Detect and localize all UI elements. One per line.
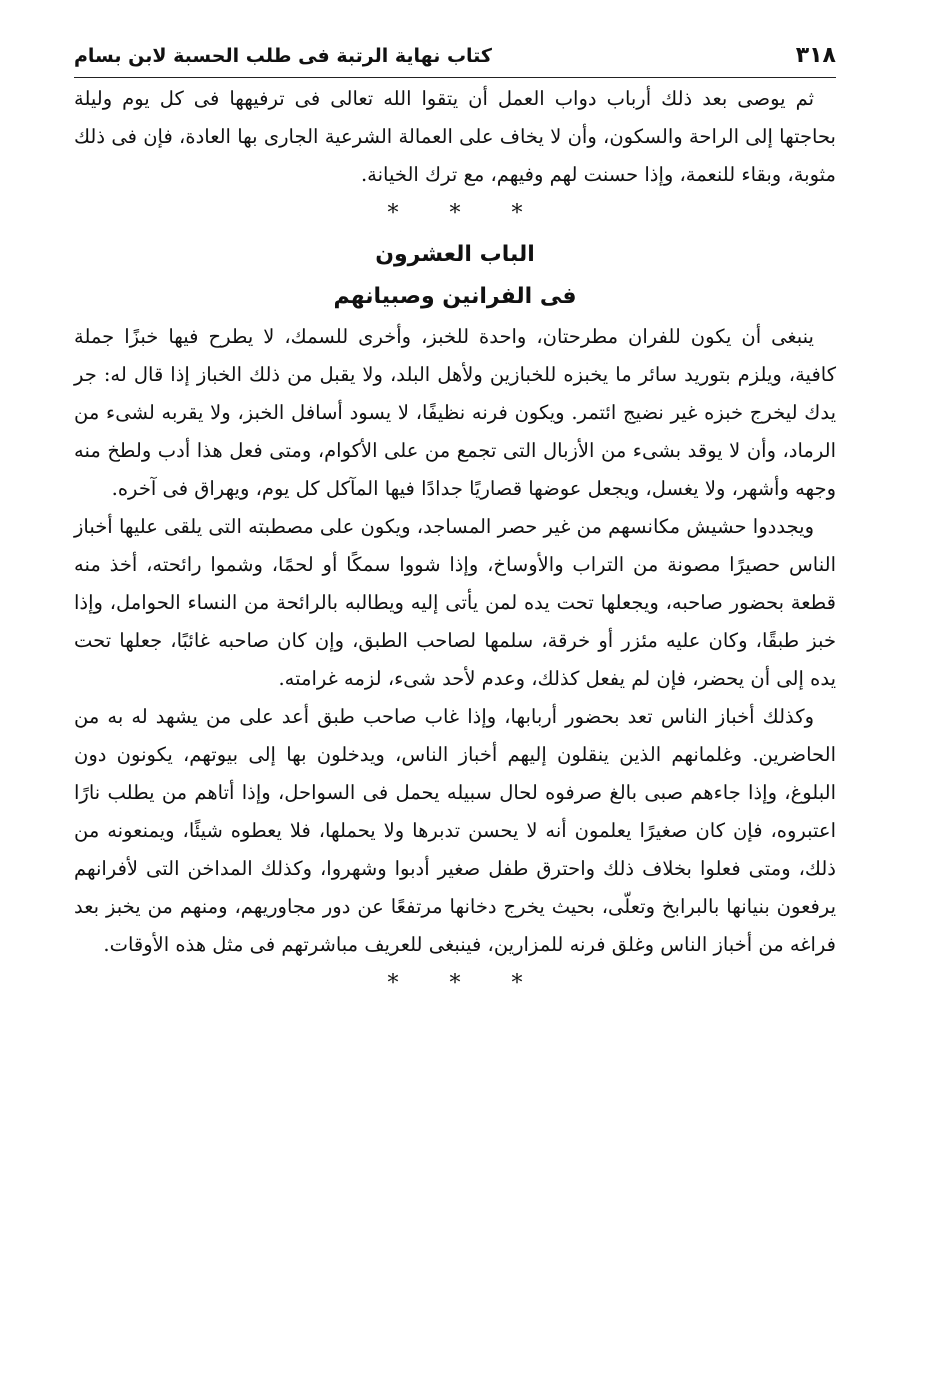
page-text [74,80,836,1004]
page-number: ٣١٨ [795,43,836,68]
running-header [74,34,836,78]
book-title: كتاب نهاية الرتبة فى طلب الحسبة لابن بسام [74,45,492,67]
intro-paragraph: ثم يوصى بعد ذلك أرباب دواب العمل أن يتقوا الله تعالى فى ترفيهها فى كل يوم وليلة بحاجتها إلى الراحة والسكون، وأن لا يخاف على العمالة الشرعية الجارى بها العادة، فإن فى ذلك مثوبة، وبقاء للنعمة، وإذا حسنت لهم وفيهم، مع ترك الخيانة. [74,87,836,186]
chapter-subtitle: فى الفرانين وصبيانهم [333,284,577,309]
chapter-title: الباب العشرون [375,242,535,267]
paragraph: ويجددوا حشيش مكانسهم من غير حصر المساجد، ويكون على مصطبته التى يلقى عليها أخباز الناس حصيرًا مصونة من التراب والأوساخ، وإذا شووا سمكًا أو لحمًا، وشموا رائحته، أخذ منه قطعة بحضور صاحبه، ويجعلها تحت يده لمن يأتى إليه ويطالبه بالرائحة من النساء الحوامل، وإذا خبز طبقًا، وكان عليه مئزر أو خرقة، سلمها لصاحب الطبق، وإن كان صاحبه غائبًا، جعلها تحت يده إلى أن يحضر، فإن لم يفعل كذلك، وعدم لأحد شىء، لزمه غرامته. [74,515,836,690]
paragraph: وكذلك أخباز الناس تعد بحضور أربابها، وإذا غاب صاحب طبق أعد على من يشهد له به من الحاضرين. وغلمانهم الذين ينقلون إليهم أخباز الناس، ويدخلون بها إلى بيوتهم، يكونون دون البلوغ، وإذا جاءهم صبى بالغ صرفوه لحال سبيله يحمل فى السواحل، وإذا أتاهم من يطلب نارًا اعتبروه، فإن كان صغيرًا يعلمون أنه لا يحسن تدبرها ولا يحملها، فلا يعطوه شيئًا، ويمنعونه من ذلك، ومتى فعلوا بخلاف ذلك واحترق طفل صغير أدبوا وشهروا، وكذلك المداخن التى لأفرانهم يرفعون بنيانها بالبرابخ وتعلّى، بحيث يخرج دخانها مرتفعًا عن دور مجاوريهم، ومنهم من يخبز بعد فراغه من أخباز الناس وغلق فرنه للمزارين، فينبغى للعريف مباشرتهم فى مثل هذه الأوقات. [74,705,836,956]
section-separator-bottom: * * * [387,971,545,996]
paragraph: ينبغى أن يكون للفران مطرحتان، واحدة للخبز، وأخرى للسمك، لا يطرح فيها خبزًا جملة كافية، ويلزم بتوريد سائر ما يخبزه للخبازين ولأهل البلد، ولا يقبل من ذلك الخباز إذا قال له: جر يدك ليخرج خبزه غير نضيج ائتمر. ويكون فرنه نظيفًا، لا يسود أسافل الخبز، ولا يقربه لشىء من الرماد، وأن لا يوقد بشىء من الأزبال التى تجمع من على الأكوام، ومتى فعل هذا أدب ولطخ منه وجهه وأشهر، ولا يغسل، ويجعل عوضها قصاريًا جدادًا فيها المآكل كل يوم، ويهراق فى آخره. [74,325,836,500]
section-separator-top: * * * [387,201,545,226]
